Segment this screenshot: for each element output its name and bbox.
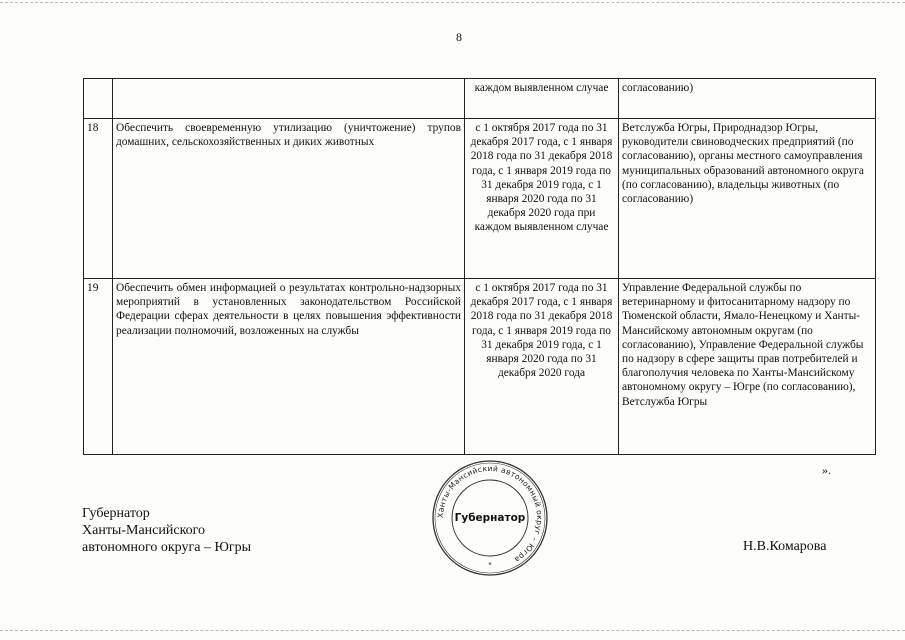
signatory-title-line: автономного округа – Югры [82,540,251,555]
bottom-scan-edge [0,630,905,632]
row-term: с 1 октября 2017 года по 31 декабря 2017 года, с 1 января 2018 года по 31 декабря 2018 года, с 1 января 2019 года по 31 декабря 2019 года, с 1 января 2020 года по 31 декабря 2020 года при каждом выявленном случае [465,119,619,279]
table-row [84,79,876,119]
stamp-star-icon: * [488,561,492,569]
row-executor: Управление Федеральной службы по ветеринарному и фитосанитарному надзору по Тюменской области, Ямало-Ненецкому и Ханты-Мансийскому автономным округам (по согласованию), Управление Федеральной службы по надзору в сфере защиты прав потребителей и благополучия человека по Ханты-Мансийскому автономному округу – Югре (по согласованию), Ветслужба Югры [619,279,876,455]
row-term: каждом выявленном случае [465,79,619,119]
row-executor: согласованию) [619,79,876,119]
closing-quote: ». [822,463,831,477]
top-scan-edge [0,2,905,4]
signatory-title [82,505,251,556]
signatory-name: Н.В.Комарова [743,539,827,554]
row-term: с 1 октября 2017 года по 31 декабря 2017 года, с 1 января 2018 года по 31 декабря 2018 года, с 1 января 2019 года по 31 декабря 2019 года, с 1 января 2020 года по 31 декабря 2020 года [465,279,619,455]
row-number: 19 [84,279,113,455]
page-number: 8 [456,30,462,44]
table-row [84,119,876,279]
row-action: Обеспечить обмен информацией о результатах контрольно-надзорных мероприятий в установленных законодательством Российской Федерации сферах деятельности в целях повышения эффективности реализации полномочий, возложенных на службы [113,279,465,455]
signatory-title-line: Губернатор [82,506,150,521]
signatory-title-line: Ханты-Мансийского [82,523,206,538]
table-row [84,279,876,455]
official-stamp [430,458,550,578]
measures-table [83,78,876,455]
stamp-center-text: Губернатор [454,512,526,524]
stamp-ring-text: Ханты-Мансийский автономный округ – Югра [435,463,545,565]
row-number: 18 [84,119,113,279]
row-number [84,79,113,119]
row-action: Обеспечить своевременную утилизацию (уничтожение) трупов домашних, сельскохозяйственных и диких животных [113,119,465,279]
row-executor: Ветслужба Югры, Природнадзор Югры, руководители свиноводческих предприятий (по согласованию), органы местного самоуправления муниципальных образований автономного округа (по согласованию), владельцы животных (по согласованию) [619,119,876,279]
row-action [113,79,465,119]
